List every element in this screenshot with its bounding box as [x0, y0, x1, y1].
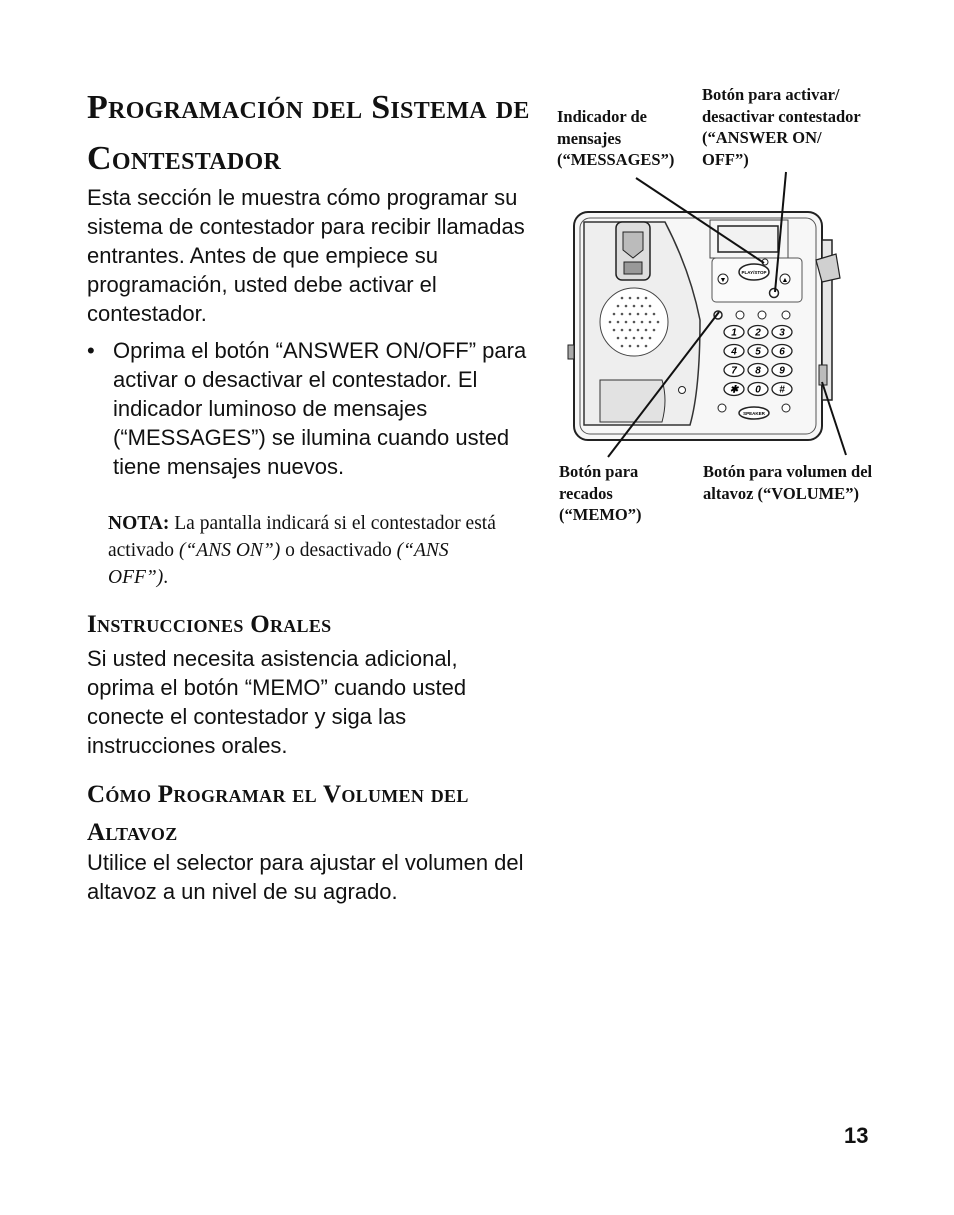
callout-volume-button: Botón para volumen del altavoz (“VOLUME”)	[703, 462, 873, 503]
page-number: 13	[844, 1123, 869, 1148]
keypad-key-label: 4	[731, 346, 737, 358]
oral-instructions-paragraph: Si usted necesita asistencia adicional, oprima el botón “MEMO” cuando usted conecte el contestador y siga las instrucciones orales.	[87, 646, 467, 758]
play-stop-label: PLAY/STOP	[741, 270, 767, 275]
page-title: Programación del Sistema de Contestador	[87, 89, 530, 177]
keypad-key-label: ✱	[729, 384, 739, 396]
callout-memo-button: Botón para recados (“MEMO”)	[559, 462, 642, 524]
keypad-key-label: 9	[779, 365, 785, 377]
keypad-key-label: 3	[779, 327, 785, 339]
speaker-volume-paragraph: Utilice el selector para ajustar el volumen del altavoz a un nivel de su agrado.	[87, 850, 524, 904]
section-heading-speaker-volume: Cómo Programar el Volumen del Altavoz	[87, 781, 469, 846]
keypad-key-label: 2	[755, 327, 761, 339]
keypad-key-label: 0	[755, 384, 761, 396]
intro-paragraph: Esta sección le muestra cómo programar su sistema de contestador para recibir llamadas entrantes. Antes de que empiece su programación, usted debe activar el contestador.	[87, 185, 525, 326]
leader-volume	[822, 382, 846, 455]
note-label: NOTA:	[108, 512, 170, 534]
bullet-text: Oprima el botón “ANSWER ON/OFF” para activar o desactivar el contestador. El indicador luminoso de mensajes (“MESSAGES”) se ilumina cuando usted tiene mensajes nuevos.	[113, 338, 527, 479]
keypad-key-label: 8	[755, 365, 761, 377]
note-ans-on: (“ANS ON”)	[178, 539, 281, 561]
bullet-symbol: •	[87, 338, 95, 363]
note-text-before: La pantalla indicará si el contestador está activado	[108, 512, 496, 561]
leader-answer	[775, 172, 786, 292]
keypad-key-label: 6	[779, 346, 785, 358]
note-text-after: .	[163, 566, 169, 588]
callout-messages-indicator: Indicador de mensajes (“MESSAGES”)	[557, 107, 675, 169]
keypad-key-label: 7	[731, 365, 737, 377]
keypad-key-label: #	[779, 384, 785, 396]
speaker-label: SPEAKER	[743, 411, 765, 416]
callout-answer-button: Botón para activar/ desactivar contestador (“ANSWER ON/ OFF”)	[702, 85, 861, 169]
note-ans-off: (“ANS OFF”)	[108, 539, 449, 588]
svg-text:▲: ▲	[781, 277, 789, 284]
keypad-key-label: 5	[755, 346, 761, 358]
leader-memo	[608, 312, 719, 457]
leader-messages	[636, 178, 764, 263]
svg-text:▼: ▼	[719, 277, 727, 284]
section-heading-oral-instructions: Instrucciones Orales	[87, 611, 332, 638]
keypad-key-label: 1	[731, 327, 737, 339]
note-text-middle: o desactivado	[280, 539, 397, 561]
